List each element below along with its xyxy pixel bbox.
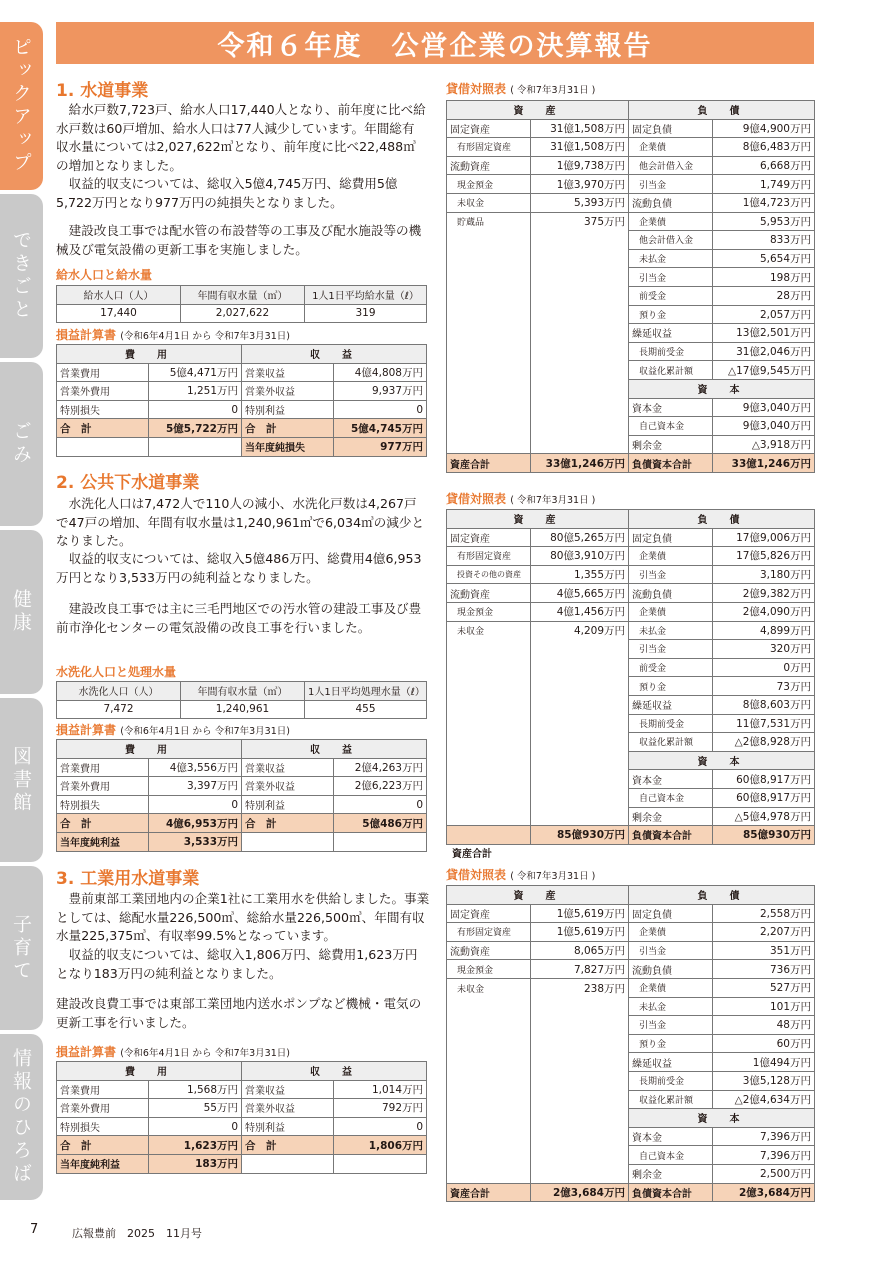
tab-pickup[interactable]: ピックアップ bbox=[0, 22, 43, 190]
water-pl-table: 費 用 収 益 営業費用 5億4,471万円 営業収益 4億4,808万円 営業外費用 1,251万円 営業外収益 9,937万円 特別損失 0 特別利益 0 合 計 5億5,722万円 合 計 5億4,745万円 当年度純損失 977万円 bbox=[56, 344, 427, 457]
tab-library[interactable]: 図書館 bbox=[0, 698, 43, 862]
publication-name: 広報豊前 2025 11月号 bbox=[72, 1227, 202, 1240]
bs2-title: 貸借対照表 ( 令和7年3月31日 ) bbox=[446, 492, 596, 506]
tab-events[interactable]: できごと bbox=[0, 194, 43, 358]
water-para-1: 給水戸数7,723戸、給水人口17,440人となり、前年度に比べ給水戸数は60戸増加、給水人口は77人減少しています。年間総有収水量については2,027,622㎥となり、前年度に比べ22,488㎥の増加となりました。 bbox=[56, 102, 426, 173]
sewer-supply-title: 水洗化人口と処理水量 bbox=[56, 665, 177, 679]
industrial-para-2: 収益的収支については、総収入1,806万円、総費用1,623万円となり183万円の純利益となりました。 bbox=[56, 947, 418, 981]
bs1-title: 貸借対照表 ( 令和7年3月31日 ) bbox=[446, 82, 596, 96]
bs3-table: 資 産 負 債 固定資産 1億5,619万円 固定負債 2,558万円 有形固定資産 1億5,619万円 企業債 2,207万円 流動資産 8,065万円 引当金 351万円 現金預金 7,827万円 流動負債 736万円 未収金 238万円 企業債 527万円 未払金 101万円 引当金 48万円 預り金 60万円 繰延収益 1億494万円 長期前受金 3億5,128万円 収益化累計額 △2億4,634万円 資 本 資本金 7,396万円 自己資本金 7,396万円 剰余金 2,500万円 資産合計 2億3,684万円 負債資本合計 2億3,684万円 bbox=[446, 885, 815, 1202]
sewer-para-1: 水洗化人口は7,472人で110人の減小、水洗化戸数は4,267戸で47戸の増加、年間有収水量は1,240,961㎥で6,034㎥の減少となりました。 bbox=[56, 496, 425, 548]
page-title: 令和６年度 公営企業の決算報告 bbox=[56, 22, 814, 64]
sewer-para-3: 建設改良工事では主に三毛門地区での汚水管の建設工事及び豊前市浄化センターの電気設備の改良工事を行いました。 bbox=[56, 601, 422, 635]
industrial-para-3: 建設改良費工事では東部工業団地内送水ポンプなど機械・電気の更新工事を行いました。 bbox=[56, 996, 422, 1030]
bs3-title: 貸借対照表 ( 令和7年3月31日 ) bbox=[446, 868, 596, 882]
tab-garbage[interactable]: ごみ bbox=[0, 362, 43, 526]
bs2-total-label: 資産合計 bbox=[452, 849, 492, 860]
section-heading-water: 1. 水道事業 bbox=[56, 81, 149, 101]
section-heading-industrial: 3. 工業用水道事業 bbox=[56, 869, 200, 889]
water-pl-title: 損益計算書 (令和6年4月1日 から 令和7年3月31日) bbox=[56, 328, 290, 342]
sewer-para-2: 収益的収支については、総収入5億486万円、総費用4億6,953万円となり3,533万円の純利益となりました。 bbox=[56, 551, 422, 585]
water-para-2: 収益的収支については、総収入5億4,745万円、総費用5億5,722万円となり977万円の純損失となりました。 bbox=[56, 176, 398, 210]
industrial-para-1: 豊前東部工業団地内の企業1社に工業用水を供給しました。事業としては、総配水量226,500㎥、総給水量226,500㎥、年間有収水量225,375㎥、有収率99.5%となっています。 bbox=[56, 891, 430, 943]
industrial-pl-table: 費 用 収 益 営業費用 1,568万円 営業収益 1,014万円 営業外費用 55万円 営業外収益 792万円 特別損失 0 特別利益 0 合 計 1,623万円 合 計 1,806万円 当年度純利益 183万円 bbox=[56, 1061, 427, 1174]
tab-childcare[interactable]: 子育て bbox=[0, 866, 43, 1030]
sewer-pl-table: 費 用 収 益 営業費用 4億3,556万円 営業収益 2億4,263万円 営業外費用 3,397万円 営業外収益 2億6,223万円 特別損失 0 特別利益 0 合 計 4億6,953万円 合 計 5億486万円 当年度純利益 3,533万円 bbox=[56, 739, 427, 852]
page-number: 7 bbox=[30, 1222, 39, 1237]
bs1-table: 資 産 負 債 固定資産 31億1,508万円 固定負債 9億4,900万円 有形固定資産 31億1,508万円 企業債 8億6,483万円 流動資産 1億9,738万円 他会計借入金 6,668万円 現金預金 1億3,970万円 引当金 1,749万円 未収金 5,393万円 流動負債 1億4,723万円 貯蔵品 375万円 企業債 5,953万円 他会計借入金 833万円 未払金 5,654万円 引当金 198万円 前受金 28万円 預り金 2,057万円 繰延収益 13億2,501万円 長期前受金 31億2,046万円 収益化累計額 △17億9,545万円 資 本 資本金 9億3,040万円 自己資本金 9億3,040万円 剰余金 △3,918万円 資産合計 33億1,246万円 負債資本合計 33億1,246万円 bbox=[446, 100, 815, 473]
industrial-pl-title: 損益計算書 (令和6年4月1日 から 令和7年3月31日) bbox=[56, 1045, 290, 1059]
tab-health[interactable]: 健康 bbox=[0, 530, 43, 694]
tab-info[interactable]: 情報のひろば bbox=[0, 1034, 43, 1200]
sewer-pl-title: 損益計算書 (令和6年4月1日 から 令和7年3月31日) bbox=[56, 723, 290, 737]
water-supply-table: 給水人口（人） 年間有収水量（㎥） 1人1日平均給水量（ℓ） 17,440 2,027,622 319 bbox=[56, 285, 427, 323]
sewer-supply-table: 水洗化人口（人） 年間有収水量（㎥） 1人1日平均処理水量（ℓ） 7,472 1,240,961 455 bbox=[56, 681, 427, 719]
bs2-table: 資 産 負 債 固定資産 80億5,265万円 固定負債 17億9,006万円 有形固定資産 80億3,910万円 企業債 17億5,826万円 投資その他の資産 1,355万円 引当金 3,180万円 流動資産 4億5,665万円 流動負債 2億9,382万円 現金預金 4億1,456万円 企業債 2億4,090万円 未収金 4,209万円 未払金 4,899万円 引当金 320万円 前受金 0万円 預り金 73万円 繰延収益 8億8,603万円 長期前受金 11億7,531万円 収益化累計額 △2億8,928万円 資 本 資本金 60億8,917万円 自己資本金 60億8,917万円 剰余金 △5億4,978万円 85億930万円 負債資本合計 85億930万円 bbox=[446, 509, 815, 845]
water-supply-title: 給水人口と給水量 bbox=[56, 268, 153, 282]
section-heading-sewer: 2. 公共下水道事業 bbox=[56, 473, 200, 493]
water-para-3: 建設改良工事では配水管の布設替等の工事及び配水施設等の機械及び電気設備の更新工事を実施しました。 bbox=[56, 223, 422, 257]
